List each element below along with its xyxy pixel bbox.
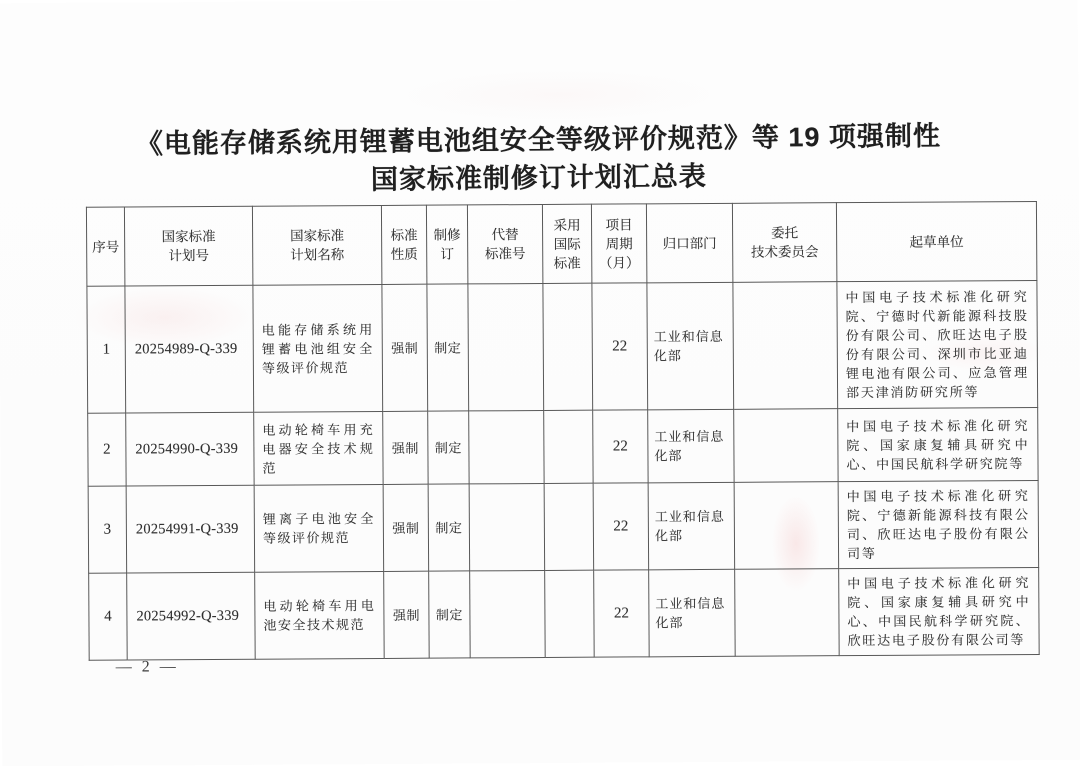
cell-responsible-dept: 工业和信息化部 — [648, 409, 734, 483]
cell-plan-name: 电能存储系统用锂蓄电池组安全等级评价规范 — [253, 284, 383, 412]
cell-project-cycle-months: 22 — [594, 570, 650, 657]
cell-responsible-dept: 工业和信息化部 — [649, 569, 736, 657]
table-row — [89, 567, 1040, 660]
cell-plan-name: 电动轮椅车用电池安全技术规范 — [255, 571, 385, 659]
table-header-row — [86, 201, 1036, 286]
cell-replaced-standard-no — [469, 483, 545, 570]
column-header: 采用 国际 标准 — [542, 204, 591, 283]
page-number: — 2 — — [115, 658, 179, 676]
cell-project-cycle-months: 22 — [593, 410, 648, 483]
cell-drafting-units: 中国电子技术标准化研究院、国家康复辅具研究中心、中国民航科学研究院、欣旺达电子股份有限公司等 — [839, 567, 1040, 655]
cell-entrusted-committee — [735, 569, 840, 657]
table-row — [88, 407, 1038, 486]
document-title-line2: 国家标准制修订计划汇总表 — [370, 161, 707, 195]
column-header: 代替 标准号 — [467, 204, 542, 283]
column-header: 项目 周期 （月） — [591, 204, 646, 283]
column-header: 国家标准 计划号 — [124, 206, 252, 286]
cell-revision-type: 制定 — [429, 571, 471, 658]
cell-replaced-standard-no — [469, 410, 544, 483]
cell-seq: 4 — [89, 573, 128, 660]
column-header: 标准 性质 — [381, 205, 426, 284]
cell-plan-no: 20254991-Q-339 — [126, 485, 255, 573]
table-row — [87, 280, 1038, 413]
cell-plan-name: 锂离子电池安全等级评价规范 — [254, 484, 384, 572]
cell-nature: 强制 — [383, 484, 429, 571]
cell-plan-no: 20254990-Q-339 — [126, 412, 254, 486]
cell-project-cycle-months: 22 — [593, 483, 649, 570]
cell-entrusted-committee — [734, 482, 839, 570]
cell-seq: 1 — [87, 286, 126, 413]
cell-adopted-intl-standard — [545, 570, 595, 657]
cell-replaced-standard-no — [468, 283, 544, 410]
column-header: 制修 订 — [426, 205, 467, 284]
document-title-line1: 《电能存储系统用锂蓄电池组安全等级评价规范》等 19 项强制性 — [135, 120, 942, 160]
cell-revision-type: 制定 — [427, 284, 469, 411]
cell-adopted-intl-standard — [544, 483, 594, 570]
cell-responsible-dept: 工业和信息化部 — [648, 482, 735, 570]
cell-plan-name: 电动轮椅车用充电器安全技术规范 — [254, 411, 383, 485]
cell-nature: 强制 — [382, 284, 428, 411]
column-header: 归口部门 — [646, 203, 732, 283]
cell-nature: 强制 — [383, 411, 428, 484]
cell-replaced-standard-no — [470, 570, 546, 657]
cell-responsible-dept: 工业和信息化部 — [647, 282, 734, 410]
cell-project-cycle-months: 22 — [592, 283, 648, 410]
cell-entrusted-committee — [733, 282, 838, 410]
cell-drafting-units: 中国电子技术标准化研究院、宁德新能源科技有限公司、欣旺达电子股份有限公司等 — [838, 480, 1039, 568]
table-body — [87, 280, 1039, 660]
column-header: 委托 技术委员会 — [732, 203, 836, 283]
document-title — [0, 115, 1079, 202]
column-header: 序号 — [86, 207, 124, 286]
cell-plan-no: 20254992-Q-339 — [127, 572, 256, 660]
cell-adopted-intl-standard — [543, 283, 593, 410]
column-header: 国家标准 计划名称 — [252, 205, 381, 285]
cell-revision-type: 制定 — [428, 411, 469, 484]
standards-plan-table — [86, 201, 1040, 661]
table-row — [88, 480, 1039, 573]
cell-plan-no: 20254989-Q-339 — [125, 285, 254, 413]
cell-adopted-intl-standard — [544, 410, 593, 483]
cell-revision-type: 制定 — [428, 484, 470, 571]
cell-seq: 2 — [88, 413, 126, 486]
cell-entrusted-committee — [734, 409, 838, 483]
cell-drafting-units: 中国电子技术标准化研究院、国家康复辅具研究中心、中国民航科学研究院等 — [838, 407, 1038, 481]
cell-drafting-units: 中国电子技术标准化研究院、宁德时代新能源科技股份有限公司、欣旺达电子股份有限公司、深圳市比亚迪锂电池有限公司、应急管理部天津消防研究所等 — [837, 280, 1038, 408]
cell-nature: 强制 — [384, 571, 430, 658]
cell-seq: 3 — [88, 486, 127, 573]
column-header: 起草单位 — [836, 201, 1036, 281]
